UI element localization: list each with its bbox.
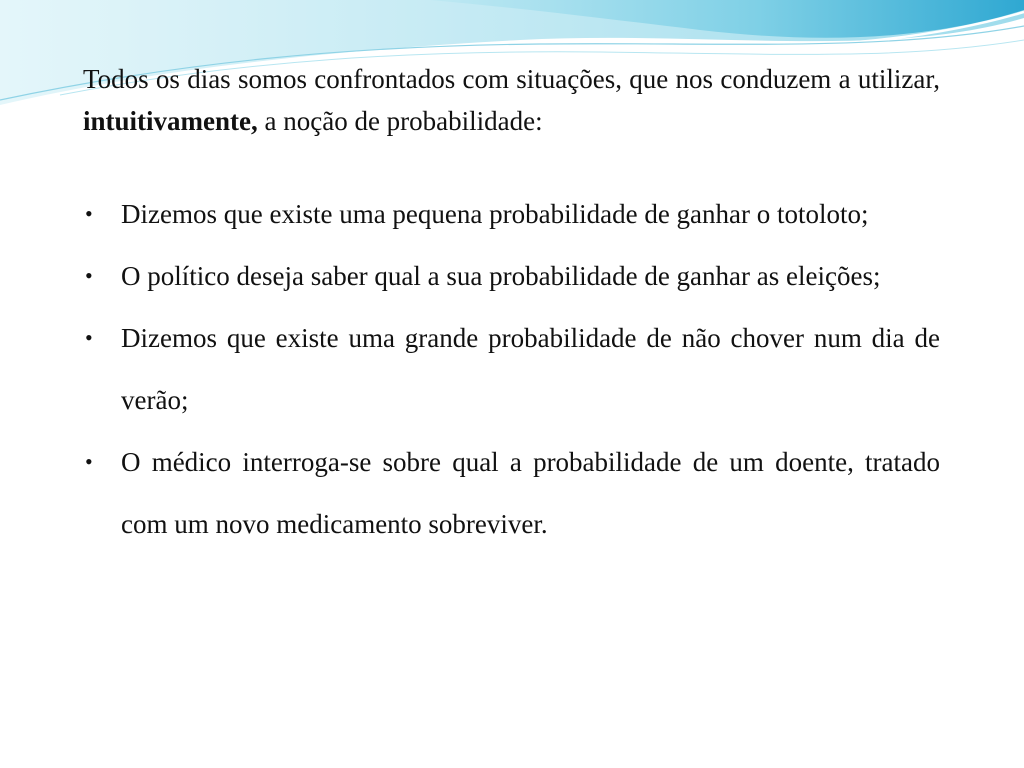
- intro-text-before: Todos os dias somos confrontados com situações, que nos conduzem a utilizar,: [83, 64, 940, 94]
- bullet-text: Dizemos que existe uma grande probabilidade de não chover num dia de verão;: [121, 323, 940, 415]
- intro-paragraph: [83, 58, 940, 142]
- bullet-text: O político deseja saber qual a sua probabilidade de ganhar as eleições;: [121, 261, 881, 291]
- bullet-item: [83, 183, 940, 245]
- intro-emphasis: intuitivamente,: [83, 106, 258, 136]
- bullet-item: [83, 431, 940, 555]
- slide-content: [83, 58, 940, 555]
- bullet-marker: •: [85, 449, 93, 474]
- bullet-marker: •: [85, 325, 93, 350]
- bullet-item: [83, 307, 940, 431]
- bullet-marker: •: [85, 263, 93, 288]
- bullet-text: Dizemos que existe uma pequena probabilidade de ganhar o totoloto;: [121, 199, 869, 229]
- bullet-text: O médico interroga-se sobre qual a probabilidade de um doente, tratado com um novo medicamento sobreviver.: [121, 447, 940, 539]
- bullet-list: [83, 183, 940, 555]
- intro-text-after: a noção de probabilidade:: [264, 106, 543, 136]
- bullet-item: [83, 245, 940, 307]
- bullet-marker: •: [85, 201, 93, 226]
